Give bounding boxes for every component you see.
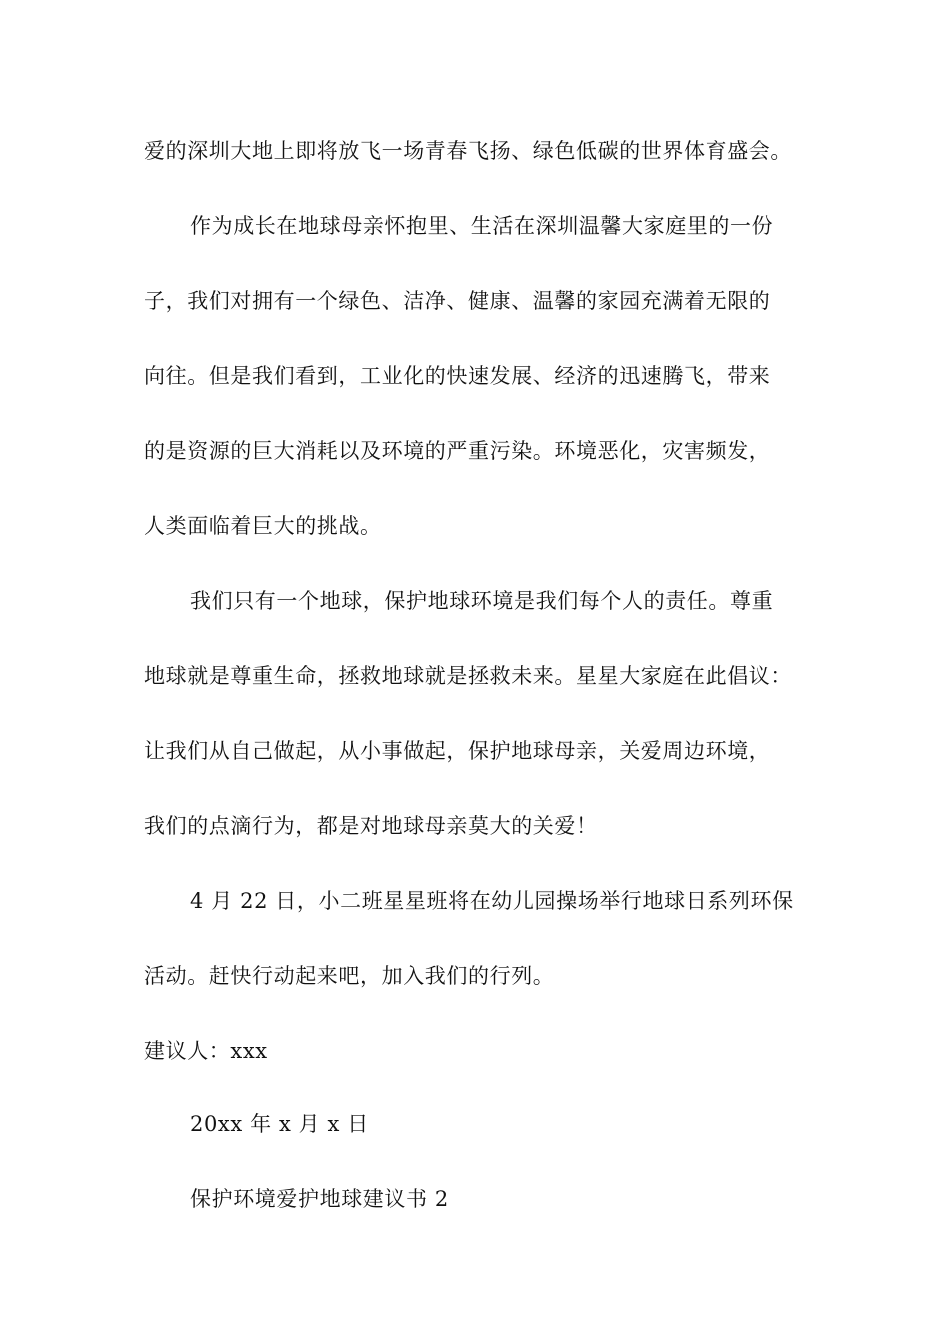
paragraph-first-line: 4 月 22 日，小二班星星班将在幼儿园操场举行地球日系列环保	[190, 889, 794, 913]
proposer-signature-line: 建议人：xxx	[144, 1039, 268, 1063]
body-text-line: 让我们从自己做起，从小事做起，保护地球母亲，关爱周边环境，	[144, 739, 771, 763]
section-title: 保护环境爱护地球建议书 2	[190, 1187, 449, 1211]
body-text-line: 子，我们对拥有一个绿色、洁净、健康、温馨的家园充满着无限的	[144, 289, 771, 313]
body-text-line: 向往。但是我们看到，工业化的快速发展、经济的迅速腾飞，带来	[144, 364, 771, 388]
body-text-line: 的是资源的巨大消耗以及环境的严重污染。环境恶化，灾害频发，	[144, 439, 771, 463]
body-text-line: 爱的深圳大地上即将放飞一场青春飞扬、绿色低碳的世界体育盛会。	[144, 139, 792, 163]
paragraph-first-line: 我们只有一个地球，保护地球环境是我们每个人的责任。尊重	[190, 589, 774, 613]
body-text-line: 活动。赶快行动起来吧，加入我们的行列。	[144, 964, 555, 988]
body-text-line: 地球就是尊重生命，拯救地球就是拯救未来。星星大家庭在此倡议：	[144, 664, 792, 688]
body-text-line: 我们的点滴行为，都是对地球母亲莫大的关爱！	[144, 814, 598, 838]
body-text-line: 人类面临着巨大的挑战。	[144, 514, 382, 538]
date-line: 20xx 年 x 月 x 日	[190, 1112, 369, 1136]
paragraph-first-line: 作为成长在地球母亲怀抱里、生活在深圳温馨大家庭里的一份	[190, 214, 774, 238]
